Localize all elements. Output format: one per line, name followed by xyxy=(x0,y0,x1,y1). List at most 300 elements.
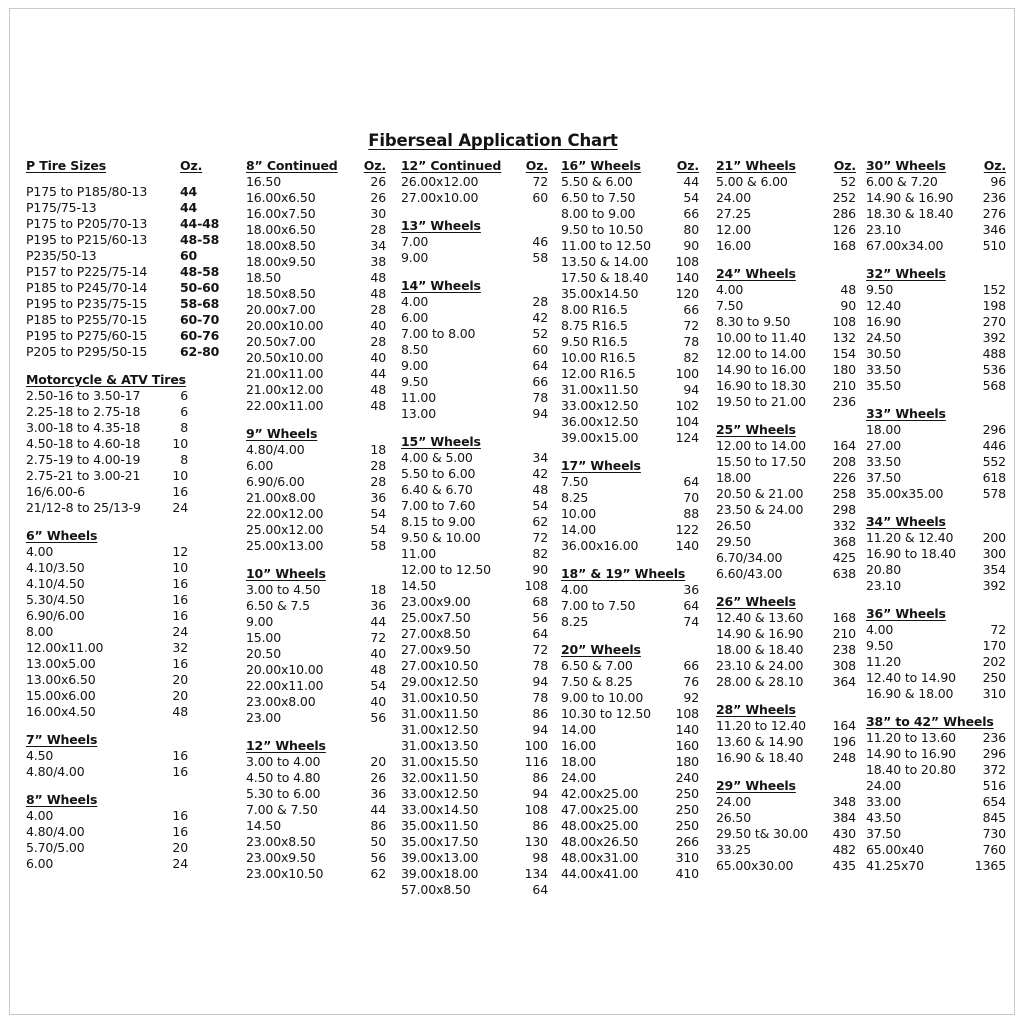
section-header: 28” Wheels xyxy=(716,702,796,717)
spec-row xyxy=(401,802,548,818)
oz-cell: 64 xyxy=(532,882,548,897)
oz-cell: 154 xyxy=(832,346,856,361)
size-cell: 33.50 xyxy=(866,362,902,377)
spec-row xyxy=(716,438,856,454)
size-cell: 23.00x8.50 xyxy=(246,834,316,849)
size-cell: 13.00x5.00 xyxy=(26,656,96,671)
spec-row xyxy=(246,206,386,222)
section-header-row xyxy=(866,606,1006,622)
oz-cell: 248 xyxy=(832,750,856,765)
section-header: 32” Wheels xyxy=(866,266,946,281)
oz-cell: 68 xyxy=(532,594,548,609)
spec-row xyxy=(561,786,699,802)
oz-cell: 86 xyxy=(370,818,386,833)
wheel-section xyxy=(401,218,548,266)
size-cell: P185 to P255/70-15 xyxy=(26,312,148,327)
section-header-row xyxy=(401,278,548,294)
spec-row xyxy=(866,438,1006,454)
spec-row xyxy=(561,802,699,818)
oz-cell: 435 xyxy=(832,858,856,873)
size-cell: 33.00 xyxy=(866,794,902,809)
size-cell: 2.75-19 to 4.00-19 xyxy=(26,452,141,467)
section-header: 18” & 19” Wheels xyxy=(561,566,686,581)
size-cell: 18.00x8.50 xyxy=(246,238,316,253)
oz-cell: 392 xyxy=(982,330,1006,345)
spec-row xyxy=(866,346,1006,362)
oz-cell: 18 xyxy=(370,582,386,597)
spec-row xyxy=(26,184,238,200)
spec-row xyxy=(246,350,386,366)
spec-row xyxy=(866,562,1006,578)
size-cell: 16.00x6.50 xyxy=(246,190,316,205)
oz-cell: 60 xyxy=(532,342,548,357)
oz-cell: 392 xyxy=(982,578,1006,593)
spec-row xyxy=(26,576,238,592)
oz-cell: 730 xyxy=(982,826,1006,841)
spec-row xyxy=(561,738,699,754)
header-spacer xyxy=(946,514,1006,530)
wheel-section xyxy=(401,434,548,898)
section-header-row xyxy=(26,792,238,808)
oz-cell: 36 xyxy=(370,786,386,801)
oz-header: Oz. xyxy=(180,158,203,173)
spec-row xyxy=(716,842,856,858)
spec-row xyxy=(716,222,856,238)
spec-row xyxy=(26,560,238,576)
section-header-row xyxy=(866,266,1006,282)
size-cell: 16.00x7.50 xyxy=(246,206,316,221)
spec-row xyxy=(246,302,386,318)
size-cell: 21.00x12.00 xyxy=(246,382,324,397)
size-cell: 9.00 to 10.00 xyxy=(561,690,644,705)
oz-cell: 100 xyxy=(675,366,699,381)
oz-cell: 72 xyxy=(990,622,1006,637)
spec-row xyxy=(401,294,548,310)
size-cell: P175 to P185/80-13 xyxy=(26,184,148,199)
spec-row xyxy=(26,656,238,672)
wheel-section xyxy=(26,732,238,780)
header-spacer xyxy=(481,218,548,234)
spec-row xyxy=(716,238,856,254)
oz-cell: 266 xyxy=(675,834,699,849)
spec-row xyxy=(246,598,386,614)
header-spacer xyxy=(946,158,976,174)
section-header: 21” Wheels xyxy=(716,158,796,173)
section-header: 24” Wheels xyxy=(716,266,796,281)
wheel-section xyxy=(716,158,856,254)
spec-row xyxy=(866,778,1006,794)
size-cell: 23.00x9.50 xyxy=(246,850,316,865)
size-cell: 13.00x6.50 xyxy=(26,672,96,687)
size-cell: 23.50 & 24.00 xyxy=(716,502,804,517)
size-cell: 2.50-16 to 3.50-17 xyxy=(26,388,141,403)
oz-cell: 58 xyxy=(370,538,386,553)
oz-cell: 276 xyxy=(982,206,1006,221)
spec-row xyxy=(561,754,699,770)
spec-row xyxy=(246,754,386,770)
spec-row xyxy=(561,658,699,674)
spec-row xyxy=(26,764,238,780)
size-cell: 35.00x17.50 xyxy=(401,834,479,849)
size-cell: 42.00x25.00 xyxy=(561,786,639,801)
size-cell: 28.00 & 28.10 xyxy=(716,674,804,689)
oz-cell: 58 xyxy=(532,250,548,265)
spec-row xyxy=(401,674,548,690)
oz-cell: 140 xyxy=(675,722,699,737)
spec-row xyxy=(401,390,548,406)
oz-cell: 86 xyxy=(532,770,548,785)
oz-cell: 54 xyxy=(370,522,386,537)
spec-row xyxy=(401,626,548,642)
spec-row xyxy=(561,430,699,446)
size-cell: P175 to P205/70-13 xyxy=(26,216,148,231)
oz-cell: 72 xyxy=(532,642,548,657)
wheel-section xyxy=(401,158,548,206)
spec-row xyxy=(401,610,548,626)
header-spacer xyxy=(796,422,856,438)
spec-row xyxy=(561,474,699,490)
section-header-row xyxy=(716,422,856,438)
size-cell: 9.50 & 10.00 xyxy=(401,530,481,545)
size-cell: 6.60/43.00 xyxy=(716,566,783,581)
size-cell: 20.80 xyxy=(866,562,902,577)
oz-cell: 54 xyxy=(370,678,386,693)
spec-row xyxy=(401,642,548,658)
spec-row xyxy=(866,238,1006,254)
header-spacer xyxy=(946,406,1006,422)
size-cell: 23.10 xyxy=(866,222,902,237)
oz-cell: 430 xyxy=(832,826,856,841)
oz-cell: 618 xyxy=(982,470,1006,485)
size-cell: 8.25 xyxy=(561,614,589,629)
section-header: 38” to 42” Wheels xyxy=(866,714,994,729)
size-cell: 16.00x4.50 xyxy=(26,704,96,719)
oz-cell: 28 xyxy=(370,334,386,349)
oz-cell: 6 xyxy=(180,388,188,403)
oz-cell: 52 xyxy=(532,326,548,341)
size-cell: 23.10 xyxy=(866,578,902,593)
size-cell: P175/75-13 xyxy=(26,200,97,215)
spec-row xyxy=(561,350,699,366)
column-16in-wheels xyxy=(561,158,699,882)
size-cell: 21.00x11.00 xyxy=(246,366,324,381)
wheel-section xyxy=(26,158,238,360)
spec-row xyxy=(716,534,856,550)
size-cell: 13.50 & 14.00 xyxy=(561,254,649,269)
spec-row xyxy=(866,762,1006,778)
size-cell: 31.00x10.50 xyxy=(401,690,479,705)
spec-row xyxy=(246,866,386,882)
size-cell: 39.00x18.00 xyxy=(401,866,479,881)
size-cell: 3.00 to 4.50 xyxy=(246,582,321,597)
oz-cell: 102 xyxy=(675,398,699,413)
oz-cell: 200 xyxy=(982,530,1006,545)
wheel-section xyxy=(866,406,1006,502)
size-cell: 24.00 xyxy=(716,794,752,809)
size-cell: 15.50 to 17.50 xyxy=(716,454,806,469)
spec-row xyxy=(561,834,699,850)
oz-header: Oz. xyxy=(833,158,856,173)
spec-row xyxy=(866,454,1006,470)
oz-cell: 58-68 xyxy=(180,296,220,311)
size-cell: 4.00 & 5.00 xyxy=(401,450,473,465)
oz-cell: 108 xyxy=(675,706,699,721)
page-title: Fiberseal Application Chart xyxy=(368,131,618,150)
size-cell: 15.00 xyxy=(246,630,282,645)
spec-row xyxy=(246,474,386,490)
section-header: 26” Wheels xyxy=(716,594,796,609)
oz-cell: 24 xyxy=(172,856,188,871)
spec-row xyxy=(716,794,856,810)
spec-row xyxy=(26,468,238,484)
header-spacer xyxy=(796,702,856,718)
spec-row xyxy=(561,770,699,786)
spec-row xyxy=(561,598,699,614)
spec-row xyxy=(561,270,699,286)
oz-cell: 80 xyxy=(683,222,699,237)
oz-cell: 70 xyxy=(683,490,699,505)
oz-cell: 20 xyxy=(172,688,188,703)
spec-row xyxy=(26,688,238,704)
spec-row xyxy=(246,630,386,646)
size-cell: 43.50 xyxy=(866,810,902,825)
spec-row xyxy=(561,382,699,398)
oz-cell: 296 xyxy=(982,422,1006,437)
spec-row xyxy=(866,190,1006,206)
spec-row xyxy=(401,234,548,250)
size-cell: 6.40 & 6.70 xyxy=(401,482,473,497)
size-cell: 11.20 xyxy=(866,654,902,669)
oz-cell: 28 xyxy=(370,458,386,473)
spec-row xyxy=(866,298,1006,314)
oz-cell: 64 xyxy=(532,626,548,641)
section-header-row xyxy=(401,158,548,174)
oz-cell: 130 xyxy=(524,834,548,849)
spec-row xyxy=(866,686,1006,702)
spec-row xyxy=(246,582,386,598)
spec-row xyxy=(26,500,238,516)
section-header: 34” Wheels xyxy=(866,514,946,529)
size-cell: 5.00 & 6.00 xyxy=(716,174,788,189)
oz-cell: 82 xyxy=(683,350,699,365)
section-header: 12” Wheels xyxy=(246,738,326,753)
section-header: 17” Wheels xyxy=(561,458,641,473)
size-cell: 9.50 xyxy=(866,638,894,653)
oz-cell: 516 xyxy=(982,778,1006,793)
size-cell: 11.00 xyxy=(401,390,437,405)
oz-cell: 364 xyxy=(832,674,856,689)
spec-row xyxy=(561,302,699,318)
size-cell: 4.80/4.00 xyxy=(26,824,85,839)
oz-cell: 236 xyxy=(982,190,1006,205)
oz-cell: 66 xyxy=(683,658,699,673)
wheel-section xyxy=(561,158,699,446)
size-cell: 31.00x11.50 xyxy=(561,382,639,397)
spec-row xyxy=(716,826,856,842)
spec-row xyxy=(401,722,548,738)
oz-cell: 164 xyxy=(832,438,856,453)
size-cell: 4.10/4.50 xyxy=(26,576,85,591)
oz-cell: 48 xyxy=(370,270,386,285)
spec-row xyxy=(716,658,856,674)
size-cell: 18.50x8.50 xyxy=(246,286,316,301)
spec-row xyxy=(561,398,699,414)
spec-row xyxy=(561,706,699,722)
wheel-section xyxy=(716,422,856,582)
oz-cell: 308 xyxy=(832,658,856,673)
spec-row xyxy=(246,694,386,710)
section-header-row xyxy=(716,158,856,174)
spec-row xyxy=(401,706,548,722)
header-spacer xyxy=(641,458,699,474)
spec-row xyxy=(246,286,386,302)
header-spacer xyxy=(796,778,856,794)
size-cell: 4.50-18 to 4.60-18 xyxy=(26,436,141,451)
oz-cell: 96 xyxy=(990,174,1006,189)
spec-row xyxy=(26,840,238,856)
oz-header: Oz. xyxy=(363,158,386,173)
oz-cell: 40 xyxy=(370,646,386,661)
section-header: 8” Wheels xyxy=(26,792,98,807)
section-header-row xyxy=(26,372,238,388)
wheel-section xyxy=(246,566,386,726)
size-cell: 16.90 xyxy=(866,314,902,329)
section-header-row xyxy=(246,566,386,582)
size-cell: 31.00x15.50 xyxy=(401,754,479,769)
spec-row xyxy=(26,232,238,248)
size-cell: 36.00x16.00 xyxy=(561,538,639,553)
oz-cell: 44 xyxy=(370,802,386,817)
oz-cell: 64 xyxy=(532,358,548,373)
spec-row xyxy=(716,298,856,314)
size-cell: 13.60 & 14.90 xyxy=(716,734,804,749)
size-cell: 39.00x13.00 xyxy=(401,850,479,865)
size-cell: 5.50 to 6.00 xyxy=(401,466,476,481)
size-cell: 31.00x11.50 xyxy=(401,706,479,721)
size-cell: 9.50 xyxy=(866,282,894,297)
oz-cell: 24 xyxy=(172,624,188,639)
spec-row xyxy=(716,674,856,690)
oz-cell: 1365 xyxy=(974,858,1006,873)
oz-cell: 250 xyxy=(982,670,1006,685)
oz-cell: 168 xyxy=(832,610,856,625)
size-cell: 14.90 & 16.90 xyxy=(716,626,804,641)
spec-row xyxy=(246,238,386,254)
section-header-row xyxy=(716,266,856,282)
spec-row xyxy=(561,538,699,554)
oz-cell: 152 xyxy=(982,282,1006,297)
size-cell: 9.50 R16.5 xyxy=(561,334,628,349)
spec-row xyxy=(716,486,856,502)
oz-cell: 552 xyxy=(982,454,1006,469)
size-cell: 11.00 to 12.50 xyxy=(561,238,651,253)
oz-cell: 28 xyxy=(370,302,386,317)
section-header: 12” Continued xyxy=(401,158,502,173)
oz-cell: 368 xyxy=(832,534,856,549)
size-cell: P195 to P235/75-15 xyxy=(26,296,148,311)
size-cell: 35.00x11.50 xyxy=(401,818,479,833)
spec-row xyxy=(866,206,1006,222)
size-cell: 12.40 xyxy=(866,298,902,313)
spec-row xyxy=(716,718,856,734)
size-cell: 4.50 xyxy=(26,748,54,763)
size-cell: 12.00 to 14.00 xyxy=(716,346,806,361)
oz-cell: 258 xyxy=(832,486,856,501)
oz-cell: 42 xyxy=(532,310,548,325)
spec-row xyxy=(866,730,1006,746)
section-header: 30” Wheels xyxy=(866,158,946,173)
oz-cell: 6 xyxy=(180,404,188,419)
header-spacer xyxy=(641,642,699,658)
spec-row xyxy=(716,346,856,362)
spec-row xyxy=(866,670,1006,686)
spec-row xyxy=(26,388,238,404)
oz-cell: 180 xyxy=(832,362,856,377)
section-header-row xyxy=(866,714,1006,730)
size-cell: 18.00x9.50 xyxy=(246,254,316,269)
size-cell: 21/12-8 to 25/13-9 xyxy=(26,500,141,515)
oz-cell: 132 xyxy=(832,330,856,345)
spec-row xyxy=(561,174,699,190)
size-cell: 19.50 to 21.00 xyxy=(716,394,806,409)
oz-cell: 845 xyxy=(982,810,1006,825)
spec-row xyxy=(401,770,548,786)
spec-row xyxy=(26,808,238,824)
size-cell: 16.00 xyxy=(716,238,752,253)
wheel-section xyxy=(26,372,238,516)
spec-row xyxy=(561,850,699,866)
spec-row xyxy=(26,856,238,872)
oz-cell: 64 xyxy=(683,474,699,489)
spec-row xyxy=(401,866,548,882)
oz-cell: 26 xyxy=(370,174,386,189)
oz-cell: 310 xyxy=(982,686,1006,701)
section-header-row xyxy=(401,218,548,234)
size-cell: 13.00 xyxy=(401,406,437,421)
section-header: 20” Wheels xyxy=(561,642,641,657)
oz-cell: 88 xyxy=(683,506,699,521)
size-cell: 14.50 xyxy=(246,818,282,833)
size-cell: 22.00x11.00 xyxy=(246,678,324,693)
section-header-row xyxy=(866,514,1006,530)
spec-row xyxy=(716,362,856,378)
spec-row xyxy=(561,206,699,222)
section-header: 6” Wheels xyxy=(26,528,98,543)
section-header: P Tire Sizes xyxy=(26,158,106,173)
oz-cell: 16 xyxy=(172,824,188,839)
size-cell: 10.00 xyxy=(561,506,597,521)
spec-row xyxy=(26,824,238,840)
size-cell: 23.00 xyxy=(246,710,282,725)
oz-cell: 578 xyxy=(982,486,1006,501)
spec-row xyxy=(246,770,386,786)
size-cell: 20.00x10.00 xyxy=(246,318,324,333)
oz-cell: 16 xyxy=(172,764,188,779)
oz-cell: 16 xyxy=(172,608,188,623)
size-cell: 14.90 to 16.00 xyxy=(716,362,806,377)
size-cell: 16.90 to 18.30 xyxy=(716,378,806,393)
spec-row xyxy=(401,482,548,498)
spec-row xyxy=(716,502,856,518)
size-cell: 7.00 to 8.00 xyxy=(401,326,476,341)
oz-cell: 180 xyxy=(675,754,699,769)
oz-cell: 98 xyxy=(532,850,548,865)
size-cell: 65.00x40 xyxy=(866,842,924,857)
size-cell: 12.00 xyxy=(716,222,752,237)
spec-row xyxy=(26,640,238,656)
oz-cell: 56 xyxy=(370,710,386,725)
oz-cell: 10 xyxy=(172,436,188,451)
